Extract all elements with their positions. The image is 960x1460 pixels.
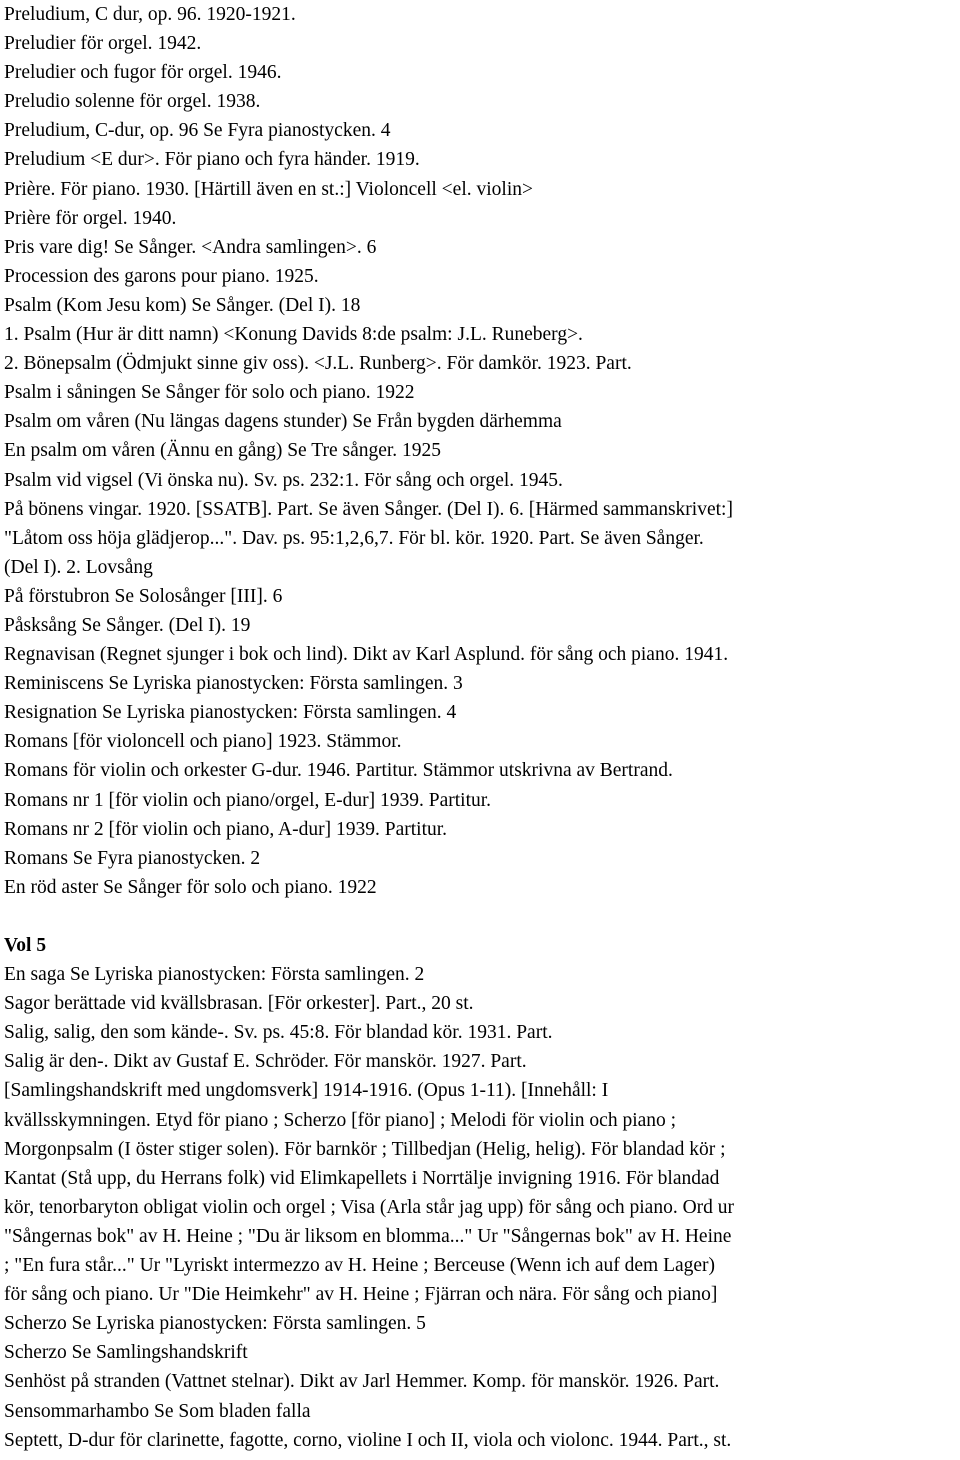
catalog-entry-line: Prière. För piano. 1930. [Härtill även en st.:] Violoncell <el. violin> [4,178,533,200]
catalog-entry-line: Preludium, C dur, op. 96. 1920-1921. [4,4,296,25]
catalog-entry-line: Romans [för violoncell och piano] 1923. Stämmor. [4,731,402,753]
catalog-entry-line: kvällsskymningen. Etyd för piano ; Scherzo [för piano] ; Melodi för violin och piano ; [4,1109,677,1131]
catalog-entry-line: "Låtom oss höja glädjerop...". Dav. ps. 95:1,2,6,7. För bl. kör. 1920. Part. Se även Sånger. [4,527,704,549]
catalog-entry-line: Preludier för orgel. 1942. [4,33,202,55]
catalog-entry-line: Regnavisan (Regnet sjunger i bok och lind). Dikt av Karl Asplund. för sång och piano. 1941. [4,644,729,666]
catalog-section-p-r [4,0,960,902]
catalog-entry-line: Senhöst på stranden (Vattnet stelnar). Dikt av Jarl Hemmer. Komp. för manskör. 1926. Part. [4,1371,720,1393]
catalog-entry-line: Procession des garons pour piano. 1925. [4,265,319,287]
catalog-entry-line: Septett, D-dur för clarinette, fagotte, corno, violine I och II, viola och violonc. 1944. Part., st. [4,1429,732,1451]
catalog-entry-line: Sensommarhambo Se Som bladen falla [4,1400,311,1422]
catalog-entry-line: "Sångernas bok" av H. Heine ; "Du är liksom en blomma..." Ur "Sångernas bok" av H. Heine [4,1225,732,1247]
catalog-entry-line: Psalm vid vigsel (Vi önska nu). Sv. ps. 232:1. För sång och orgel. 1945. [4,469,563,491]
catalog-entry-line: Salig, salig, den som kände-. Sv. ps. 45:8. För blandad kör. 1931. Part. [4,1022,553,1044]
catalog-entry-line: Resignation Se Lyriska pianostycken: Första samlingen. 4 [4,702,457,724]
catalog-entry-line: Morgonpsalm (I öster stiger solen). För barnkör ; Tillbedjan (Helig, helig). För blandad kör ; [4,1138,726,1160]
catalog-entry-line: Prière för orgel. 1940. [4,207,177,229]
catalog-entry-line: Preludier och fugor för orgel. 1946. [4,62,282,84]
catalog-entry-line: Pris vare dig! Se Sånger. <Andra samlingen>. 6 [4,236,377,258]
catalog-entry-line: kör, tenorbaryton obligat violin och orgel ; Visa (Arla står jag upp) för sång och piano. Ord ur [4,1196,735,1218]
catalog-entry-line: 1. Psalm (Hur är ditt namn) <Konung Davids 8:de psalm: J.L. Runeberg>. [4,324,583,346]
catalog-entry-line: En saga Se Lyriska pianostycken: Första samlingen. 2 [4,964,425,986]
catalog-entry-line: Preludio solenne för orgel. 1938. [4,91,261,113]
document-page [4,0,960,1455]
catalog-entry-line: för sång och piano. Ur "Die Heimkehr" av H. Heine ; Fjärran och nära. För sång och piano] [4,1284,718,1306]
catalog-entry-line: Scherzo Se Lyriska pianostycken: Första samlingen. 5 [4,1313,426,1335]
catalog-entry-line: En psalm om våren (Ännu en gång) Se Tre sånger. 1925 [4,440,442,462]
volume-heading: Vol 5 [4,935,47,956]
catalog-entry-line: (Del I). 2. Lovsång [4,556,153,578]
catalog-entry-line: På förstubron Se Solosånger [III]. 6 [4,585,283,607]
catalog-entry-line: ; "En fura står..." Ur "Lyriskt intermezzo av H. Heine ; Berceuse (Wenn ich auf dem Lager) [4,1255,716,1277]
catalog-entry-line: Kantat (Stå upp, du Herrans folk) vid Elimkapellets i Norrtälje invigning 1916. För blandad [4,1167,720,1189]
catalog-entry-line: Romans nr 2 [för violin och piano, A-dur] 1939. Partitur. [4,818,448,840]
catalog-entry-line: Romans Se Fyra pianostycken. 2 [4,847,261,869]
catalog-entry-line: Påsksång Se Sånger. (Del I). 19 [4,614,251,636]
catalog-entry-line: En röd aster Se Sånger för solo och piano. 1922 [4,876,377,898]
catalog-entry-line: Psalm i såningen Se Sånger för solo och piano. 1922 [4,382,415,404]
catalog-entry-line: Romans för violin och orkester G-dur. 1946. Partitur. Stämmor utskrivna av Bertrand. [4,760,673,782]
catalog-entry-line: Romans nr 1 [för violin och piano/orgel, E-dur] 1939. Partitur. [4,789,492,811]
catalog-section-s [4,960,960,1455]
catalog-entry-line: Psalm om våren (Nu längas dagens stunder) Se Från bygden därhemma [4,411,562,433]
catalog-entry-line: Preludium <E dur>. För piano och fyra händer. 1919. [4,149,420,171]
catalog-entry-line: På bönens vingar. 1920. [SSATB]. Part. Se även Sånger. (Del I). 6. [Härmed sammanskrivet:] [4,498,733,520]
catalog-entry-line: Scherzo Se Samlingshandskrift [4,1342,248,1364]
catalog-entry-line: Reminiscens Se Lyriska pianostycken: Första samlingen. 3 [4,673,463,695]
catalog-entry-line: Psalm (Kom Jesu kom) Se Sånger. (Del I). 18 [4,294,361,316]
catalog-entry-line: [Samlingshandskrift med ungdomsverk] 1914-1916. (Opus 1-11). [Innehåll: I [4,1080,609,1102]
catalog-entry-line: 2. Bönepsalm (Ödmjukt sinne giv oss). <J.L. Runberg>. För damkör. 1923. Part. [4,353,632,375]
catalog-entry-line: Preludium, C-dur, op. 96 Se Fyra pianostycken. 4 [4,120,391,142]
catalog-entry-line: Salig är den-. Dikt av Gustaf E. Schröder. För manskör. 1927. Part. [4,1051,527,1073]
section-spacer [4,902,960,931]
catalog-entry-line: Sagor berättade vid kvällsbrasan. [För orkester]. Part., 20 st. [4,993,474,1015]
